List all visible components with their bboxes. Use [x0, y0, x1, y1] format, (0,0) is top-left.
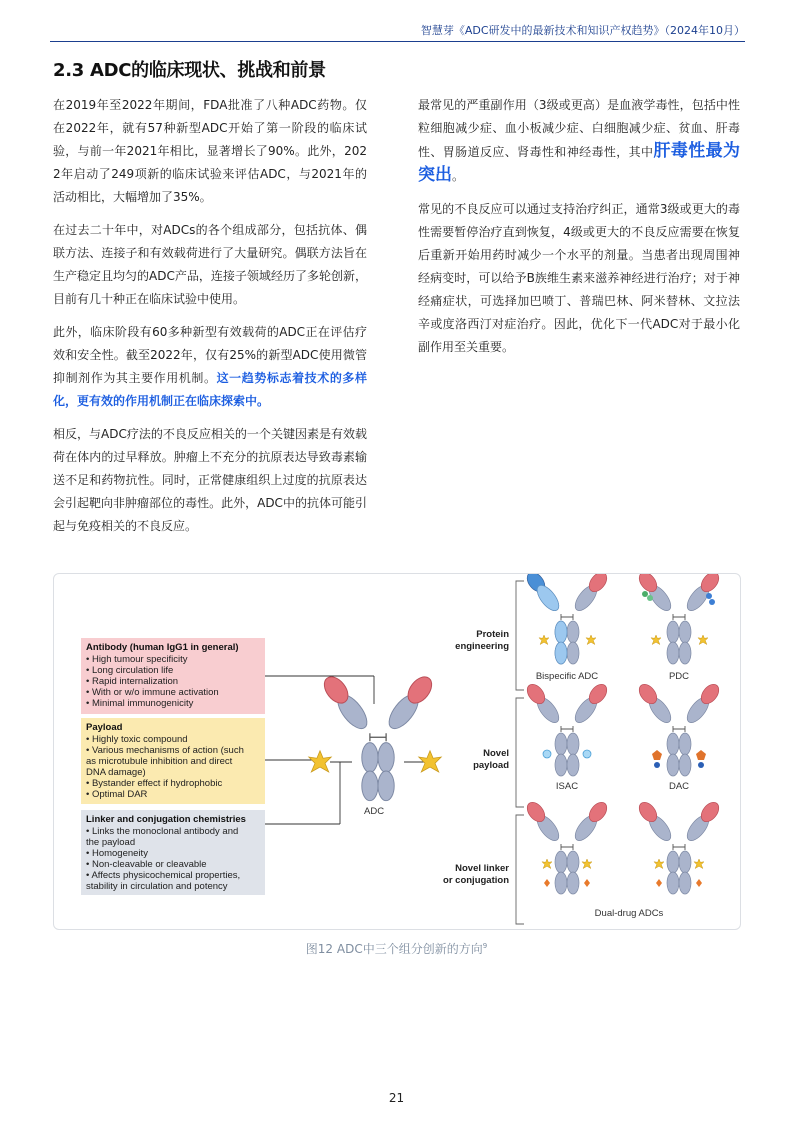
variant-dac: DAC — [668, 781, 690, 792]
category-protein-line1: Protein — [476, 629, 509, 640]
category-payload-line2: payload — [473, 760, 509, 771]
pdc-payload-right-icon — [698, 635, 708, 645]
payload-star-left-icon — [309, 751, 332, 772]
linker-item: • Affects physicochemical properties, — [86, 870, 241, 881]
running-header: 智慧芽《ADC研发中的最新技术和知识产权趋势》（2024年10月） — [420, 24, 745, 37]
header-rule — [50, 41, 745, 42]
linker-item: stability in circulation and potency — [86, 881, 228, 892]
paragraph-adverse-factors: 相反，与ADC疗法的不良反应相关的一个关键因素是有效载荷在体内的过早释放。肿瘤上不充分的抗原表达导致毒素输送不足和药物抗性。同时，正常健康组织上过度的抗原表达会引起靶向非肿瘤部位的毒性。此外，ADC中的抗体可能引起与免疫相关的不良反应。 — [53, 427, 367, 533]
caption-reference: 9 — [482, 942, 488, 950]
payload-panel-title: Payload — [86, 722, 123, 733]
isac-antibody — [524, 681, 611, 776]
linker-panel-title: Linker and conjugation chemistries — [86, 814, 246, 825]
antibody-item: • Rapid internalization — [86, 676, 179, 687]
linker-item: • Non-cleavable or cleavable — [86, 859, 207, 870]
dac-antibody — [636, 681, 723, 776]
linker-item: the payload — [86, 837, 136, 848]
hepatotoxicity-highlight: 肝毒性最为突出 — [418, 141, 740, 185]
figure-caption — [0, 940, 793, 957]
dual-drug-adc-antibody-2 — [636, 799, 723, 894]
antibody-item: • Long circulation life — [86, 665, 174, 676]
left-column — [53, 94, 367, 548]
variant-bispecific-adc: Bispecific ADC — [535, 671, 599, 682]
payload-item: • Optimal DAR — [86, 789, 148, 800]
payload-star-right-icon — [419, 751, 442, 772]
variant-isac: ISAC — [555, 781, 579, 792]
payload-item: as microtubule inhibition and direct — [86, 756, 233, 767]
category-bracket-protein — [516, 581, 524, 690]
pdc-payload-left-icon — [651, 635, 661, 645]
linker-item: • Homogeneity — [86, 848, 148, 859]
adc-figure-svg — [54, 574, 740, 929]
right-column — [418, 94, 740, 369]
bispecific-adc-antibody — [524, 574, 611, 664]
paragraph-components-research: 在过去二十年中，对ADCs的各个组成部分，包括抗体、偶联方法、连接子和有效载荷进行了大量研究。偶联方法旨在生产稳定且均匀的ADC产品，连接子领域经历了多轮创新，目前有几十种正在临床试验中使用。 — [53, 223, 367, 306]
bispecific-payload-left-icon — [539, 635, 549, 645]
paragraph-severe-side-effects — [418, 94, 740, 188]
caption-text: 图12 ADC中三个组分创新的方向 — [305, 942, 483, 956]
payload-item: • Bystander effect if hydrophobic — [86, 778, 223, 789]
paragraph-supportive-care: 常见的不良反应可以通过支持治疗纠正，通常3级或更大的毒性需要暂停治疗直到恢复，4级或更大的不良反应需要在恢复后重新开始用药时减少一个水平的剂量。当患者出现周围神经病变时，可以给予B族维生素来滋养神经进行治疗；对于神经痛症状，可选择加巴喷丁、普瑞巴林、阿米替林、文拉法辛或度洛西汀对症治疗。因此，优化下一代ADC对于最小化副作用至关重要。 — [418, 202, 740, 354]
novel-payloads-text: 此外，临床阶段有60多种新型有效载荷的ADC正在评估疗效和安全性。截至2022年，仅有25%的新型ADC使用微管抑制剂作为其主要作用机制。 — [53, 325, 367, 385]
payload-item: • Highly toxic compound — [86, 734, 188, 745]
side-effects-end: 。 — [452, 169, 465, 183]
category-bracket-linker — [516, 815, 524, 924]
antibody-item: • With or w/o immune activation — [86, 687, 219, 698]
category-protein-line2: engineering — [455, 641, 509, 652]
dual-drug-adc-antibody-1 — [524, 799, 611, 894]
category-linker-line2: or conjugation — [443, 875, 509, 886]
pdc-antibody — [636, 574, 723, 664]
category-linker-line1: Novel linker — [455, 863, 509, 874]
payload-item: • Various mechanisms of action (such — [86, 745, 244, 756]
linker-item: • Links the monoclonal antibody and — [86, 826, 239, 837]
variant-pdc: PDC — [668, 671, 690, 682]
variant-dual-drug-adcs: Dual-drug ADCs — [594, 908, 664, 919]
adc-components-figure — [53, 573, 741, 930]
antibody-item: • Minimal immunogenicity — [86, 698, 194, 709]
antibody-panel-title: Antibody (human IgG1 in general) — [86, 642, 239, 653]
category-payload-line1: Novel — [483, 748, 509, 759]
paragraph-fda-approvals: 在2019年至2022年期间，FDA批准了八种ADC药物。仅在2022年，就有57种新型ADC开始了第一阶段的临床试验，与前一年2021年相比，显著增长了90%。此外，2022年启动了249项新的临床试验来评估ADC，与2021年的活动相比，大幅增加了35%。 — [53, 98, 367, 204]
central-adc-antibody — [320, 672, 437, 800]
adc-label: ADC — [364, 806, 385, 817]
diversification-highlight: 这一趋势标志着技术的多样化，更有效的作用机制正在临床探索中。 — [53, 371, 367, 408]
page-number: 21 — [388, 1091, 405, 1105]
antibody-item: • High tumour specificity — [86, 654, 188, 665]
bispecific-payload-right-icon — [586, 635, 596, 645]
side-effects-text: 最常见的严重副作用（3级或更高）是血液学毒性，包括中性粒细胞减少症、血小板减少症、白细胞减少症、贫血、肝毒性、胃肠道反应、肾毒性和神经毒性，其中 — [418, 98, 740, 159]
category-bracket-payload — [516, 698, 524, 807]
paragraph-novel-payloads — [53, 321, 367, 413]
payload-item: DNA damage) — [86, 767, 146, 778]
section-title: 2.3 ADC的临床现状、挑战和前景 — [53, 60, 326, 81]
isac-payload-icon — [543, 750, 591, 758]
